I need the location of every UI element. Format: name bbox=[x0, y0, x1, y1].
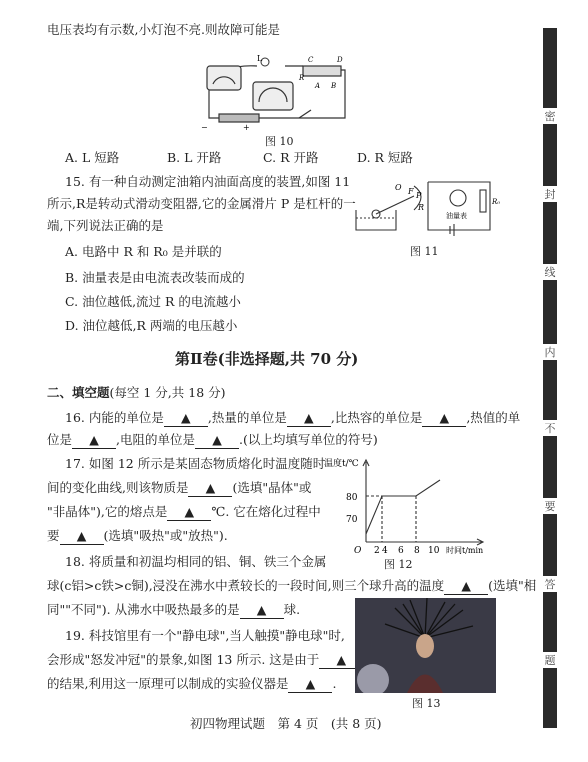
q14-option-c: C. R 开路 bbox=[263, 150, 319, 165]
q17-line-1: 17. 如图 12 所示是某固态物质熔化时温度随时 bbox=[65, 456, 326, 471]
svg-text:D: D bbox=[337, 56, 343, 64]
q16-text-6: ,电阻的单位是 bbox=[116, 432, 195, 447]
figure-11-oil-gauge-diagram bbox=[352, 174, 502, 240]
graph-x-tick-6: 6 bbox=[398, 546, 404, 556]
binding-margin bbox=[543, 28, 557, 728]
q17-text-3b: ℃. 它在熔化过程中 bbox=[211, 504, 321, 519]
q15-option-b: B. 油量表是由电流表改装而成的 bbox=[65, 270, 245, 285]
q17-blank-1[interactable]: ▲ bbox=[188, 480, 232, 497]
q16-blank-3[interactable]: ▲ bbox=[422, 410, 466, 427]
q17-line-4 bbox=[47, 528, 228, 545]
binding-char-1: 密 bbox=[542, 108, 558, 124]
part-2-heading-note: (每空 1 分,共 18 分) bbox=[109, 385, 226, 400]
graph-origin: O bbox=[354, 546, 362, 556]
q17-text-4b: (选填"吸热"或"放热"). bbox=[103, 528, 228, 543]
figure-12-melting-graph bbox=[322, 452, 498, 560]
binding-char-4: 内 bbox=[542, 344, 558, 360]
q19-blank-2[interactable]: ▲ bbox=[288, 676, 332, 693]
q18-text-2a: 球(c铝>c铁>c铜),浸没在沸水中煮较长的一段时间,则三个球升高的温度 bbox=[47, 578, 445, 593]
q16-line-1 bbox=[65, 410, 520, 427]
q16-text-3: ,比热容的单位是 bbox=[330, 410, 423, 425]
q14-intro: 电压表均有示数,小灯泡不亮.则故障可能是 bbox=[47, 22, 280, 37]
graph-y-tick-80: 80 bbox=[346, 493, 358, 503]
q17-line-2 bbox=[47, 480, 311, 497]
q15-line-2: 所示,R是转动式滑动变阻器,它的金属滑片 P 是杠杆的一 bbox=[47, 196, 356, 211]
q14-option-b: B. L 开路 bbox=[167, 150, 222, 165]
q16-text-4: ,热值的单 bbox=[466, 410, 521, 425]
figure-12-caption: 图 12 bbox=[384, 558, 413, 571]
q14-option-a: A. L 短路 bbox=[65, 150, 120, 165]
q17-blank-3[interactable]: ▲ bbox=[60, 528, 104, 545]
q15-option-a: A. 电路中 R 和 R₀ 是并联的 bbox=[65, 244, 222, 259]
svg-text:B: B bbox=[331, 82, 337, 90]
q16-blank-5[interactable]: ▲ bbox=[195, 432, 239, 449]
figure-13-caption: 图 13 bbox=[412, 697, 441, 710]
graph-x-tick-4: 4 bbox=[382, 546, 388, 556]
graph-x-tick-10: 10 bbox=[428, 546, 440, 556]
svg-text:+: + bbox=[243, 123, 250, 132]
binding-char-5: 不 bbox=[542, 420, 558, 436]
q18-text-3a: 同""不同"). 从沸水中吸热最多的是 bbox=[47, 602, 240, 617]
part-2-heading bbox=[47, 385, 226, 401]
binding-char-8: 题 bbox=[542, 652, 558, 668]
q16-text-7: .(以上均填写单位的符号) bbox=[239, 432, 378, 447]
binding-margin-bar bbox=[543, 28, 557, 728]
q14-option-d: D. R 短路 bbox=[357, 150, 413, 165]
q18-text-3b: 球. bbox=[283, 602, 301, 617]
svg-text:R: R bbox=[299, 74, 305, 82]
q16-text-5: 位是 bbox=[47, 432, 73, 447]
q18-text-2b: (选填"相 bbox=[488, 578, 537, 593]
q19-blank-1[interactable]: ▲ bbox=[319, 652, 363, 669]
q18-line-2 bbox=[47, 578, 536, 595]
q17-blank-2[interactable]: ▲ bbox=[167, 504, 211, 521]
q19-text-2a: 会形成"怒发冲冠"的景象,如图 13 所示. 这是由于 bbox=[47, 652, 320, 667]
fig11-label-p: P bbox=[416, 191, 422, 200]
part-2-heading-title: 二、填空题 bbox=[47, 385, 110, 400]
q18-blank-1[interactable]: ▲ bbox=[444, 578, 488, 595]
svg-text:A: A bbox=[315, 82, 321, 90]
svg-text:−: − bbox=[201, 123, 208, 132]
q16-text-1: 16. 内能的单位是 bbox=[65, 410, 164, 425]
graph-x-tick-8: 8 bbox=[414, 546, 420, 556]
fig10-lamp-label: L bbox=[257, 54, 263, 63]
page-footer: 初四物理试题 第 4 页 (共 8 页) bbox=[190, 716, 382, 731]
q16-blank-4[interactable]: ▲ bbox=[72, 432, 116, 449]
q19-text-3a: 的结果,利用这一原理可以制成的实验仪器是 bbox=[47, 676, 289, 691]
q17-line-3 bbox=[47, 504, 321, 521]
q17-text-2b: (选填"晶体"或 bbox=[232, 480, 312, 495]
q16-line-2 bbox=[47, 432, 378, 449]
q16-text-2: ,热量的单位是 bbox=[207, 410, 287, 425]
figure-10-caption: 图 10 bbox=[265, 135, 294, 148]
q18-blank-2[interactable]: ▲ bbox=[240, 602, 284, 619]
q15-option-d: D. 油位越低,R 两端的电压越小 bbox=[65, 318, 238, 333]
binding-char-2: 封 bbox=[542, 186, 558, 202]
q16-blank-2[interactable]: ▲ bbox=[287, 410, 331, 427]
q15-line-3: 端,下列说法正确的是 bbox=[47, 218, 164, 233]
q15-option-c: C. 油位越低,流过 R 的电流越小 bbox=[65, 294, 241, 309]
graph-x-axis-label: 时间t/min bbox=[446, 546, 484, 555]
q19-line-1: 19. 科技馆里有一个"静电球",当人触摸"静电球"时, bbox=[65, 628, 345, 643]
graph-y-axis-label: 温度t/℃ bbox=[324, 459, 359, 469]
fig11-label-r: R bbox=[418, 203, 425, 212]
q18-line-3 bbox=[47, 602, 300, 619]
figure-13-static-electricity-photo bbox=[355, 598, 496, 693]
graph-x-tick-2: 2 bbox=[374, 546, 380, 556]
fig11-label-o: O bbox=[395, 183, 402, 192]
graph-y-tick-70: 70 bbox=[346, 515, 358, 525]
q15-line-1: 15. 有一种自动测定油箱内油面高度的装置,如图 11 bbox=[65, 174, 351, 189]
fig11-label-f: F bbox=[408, 187, 414, 196]
binding-char-7: 答 bbox=[542, 576, 558, 592]
q18-line-1: 18. 将质量和初温均相同的铝、铜、铁三个金属 bbox=[65, 554, 327, 569]
svg-text:C: C bbox=[308, 56, 314, 64]
q17-text-4a: 要 bbox=[47, 528, 60, 543]
q17-text-2a: 间的变化曲线,则该物质是 bbox=[47, 480, 189, 495]
binding-char-3: 线 bbox=[542, 264, 558, 280]
q16-blank-1[interactable]: ▲ bbox=[164, 410, 208, 427]
q17-text-3a: "非晶体"),它的熔点是 bbox=[47, 504, 168, 519]
figure-11-caption: 图 11 bbox=[410, 245, 439, 258]
figure-10-circuit-diagram bbox=[195, 52, 355, 134]
section-2-title: 第Ⅱ卷(非选择题,共 70 分) bbox=[175, 350, 359, 368]
binding-char-6: 要 bbox=[542, 498, 558, 514]
q19-line-2 bbox=[47, 652, 363, 669]
q19-line-3 bbox=[47, 676, 336, 693]
q19-text-3b: . bbox=[332, 676, 337, 691]
fig11-label-meter: 油量表 bbox=[446, 212, 467, 220]
fig11-label-r0: R₀ bbox=[492, 198, 501, 206]
